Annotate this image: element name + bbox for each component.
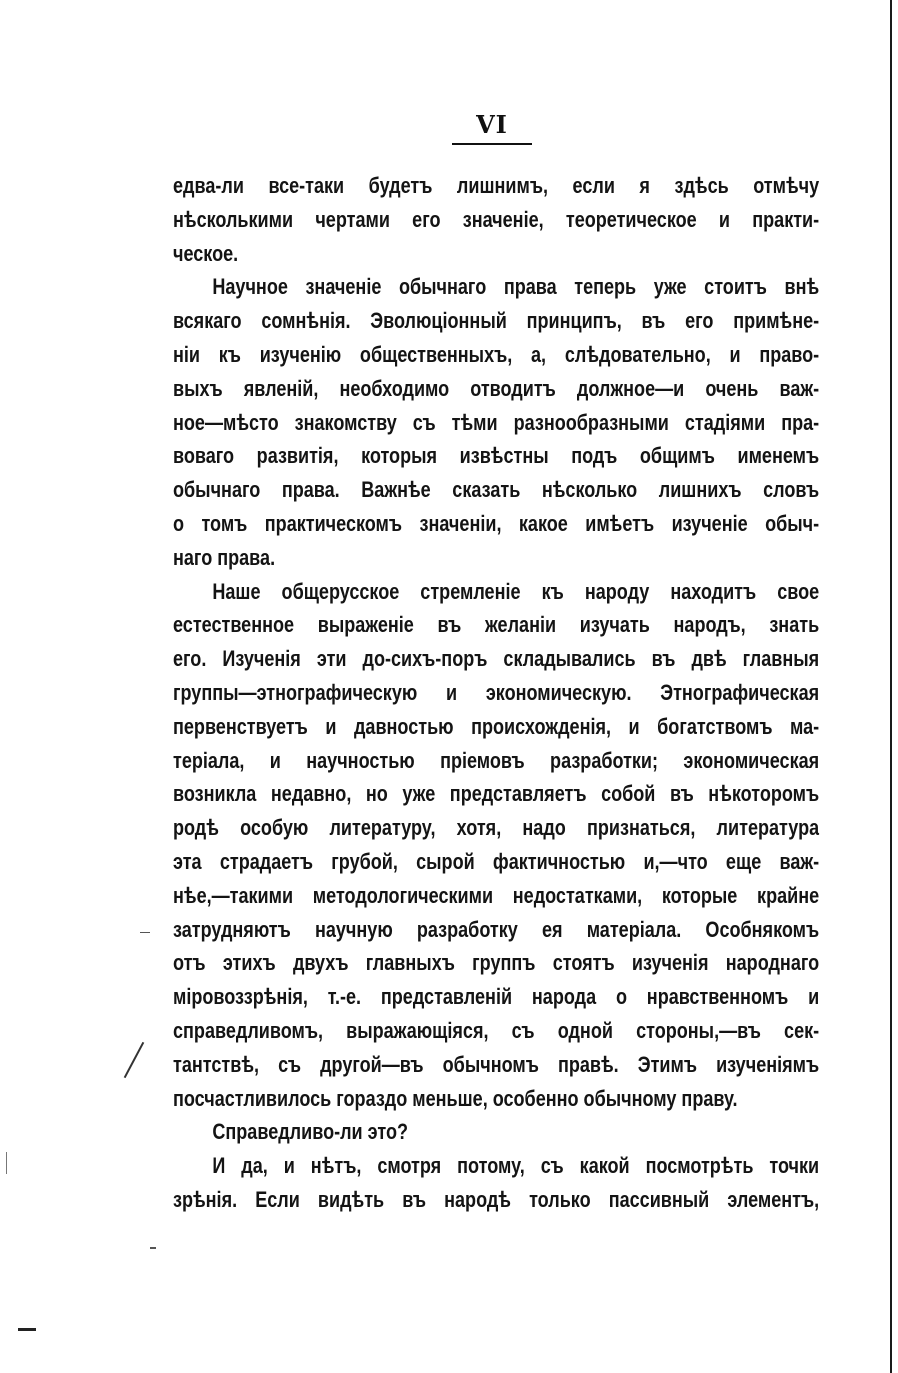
text-line: группы—этнографическую и экономическую. Этнографическая [173,679,820,705]
text-line: эта страдаетъ грубой, сырой фактичностью и,—что еще важ- [173,848,820,874]
text-line: посчастливилось гораздо меньше, особенно обычному праву. [173,1085,738,1111]
text-line: ніи къ изученію общественныхъ, а, слѣдовательно, и право- [173,341,820,367]
text-line: затрудняютъ научную разработку ея матеріала. Особнякомъ [173,916,820,942]
text-line: ческое. [173,240,239,266]
text-line: родѣ особую литературу, хотя, надо признаться, литература [173,815,820,841]
text-line: всякаго сомнѣнія. Эволюціонный принципъ, въ его примѣне- [173,308,820,334]
text-line: справедливомъ, выражающіяся, съ одной стороны,—въ сек- [173,1017,820,1043]
margin-vertical-mark [6,1152,7,1174]
margin-pencil-mark [124,1042,145,1078]
text-line: первенствуетъ и давностью происхожденія, и богатствомъ ма- [173,713,820,739]
text-line: зрѣнія. Если видѣть въ народѣ только пассивный элементъ, [173,1186,820,1212]
text-line: о томъ практическомъ значеніи, какое имѣетъ изученіе обыч- [173,510,820,536]
text-line: естественное выраженіе въ желаніи изучать народъ, знать [173,612,820,638]
page-edge-rule [890,0,892,1373]
text-line: выхъ явленій, необходимо отводитъ должное—и очень важ- [173,375,820,401]
text-line: нѣсколькими чертами его значеніе, теоретическое и практи- [173,206,820,232]
text-line: едва-ли все-таки будетъ лишнимъ, если я здѣсь отмѣчу [173,173,820,198]
text-line: Научное значеніе обычнаго права теперь уже стоитъ внѣ [212,274,820,300]
text-line: Наше общерусское стремленіе къ народу находитъ свое [212,578,820,604]
text-line: обычнаго права. Важнѣе сказать нѣсколько лишнихъ словъ [173,477,820,503]
page-header [452,110,532,145]
page-number-underline [452,143,532,145]
text-line: возникла недавно, но уже представляетъ собой въ нѣкоторомъ [173,781,820,807]
text-line: тантствѣ, съ другой—въ обычномъ правѣ. Этимъ изученіямъ [173,1051,820,1077]
text-line: отъ этихъ двухъ главныхъ группъ стоятъ изученія народнаго [173,950,820,976]
margin-speck-mark [150,1247,156,1249]
margin-dash-mark [18,1328,36,1331]
text-line: наго права. [173,544,276,570]
text-line: И да, и нѣтъ, смотря потому, съ какой посмотрѣть точки [212,1153,820,1179]
text-line: его. Изученія эти до-сихъ-поръ складывались въ двѣ главныя [173,646,820,672]
margin-tick-mark [140,932,150,933]
page-number: VI [476,110,508,139]
text-line: Справедливо-ли это? [212,1119,409,1145]
text-line: воваго развитія, которыя извѣстны подъ общимъ именемъ [173,443,820,469]
text-line: міровоззрѣнія, т.-е. представленій народа о нравственномъ и [173,984,820,1010]
text-line: ное—мѣсто знакомству съ тѣми разнообразными стадіями пра- [173,409,820,435]
text-line: нѣе,—такими методологическими недостатками, которые крайне [173,882,820,908]
body-text [173,169,820,1217]
text-line: теріала, и научностью пріемовъ разработки; экономическая [173,747,820,773]
